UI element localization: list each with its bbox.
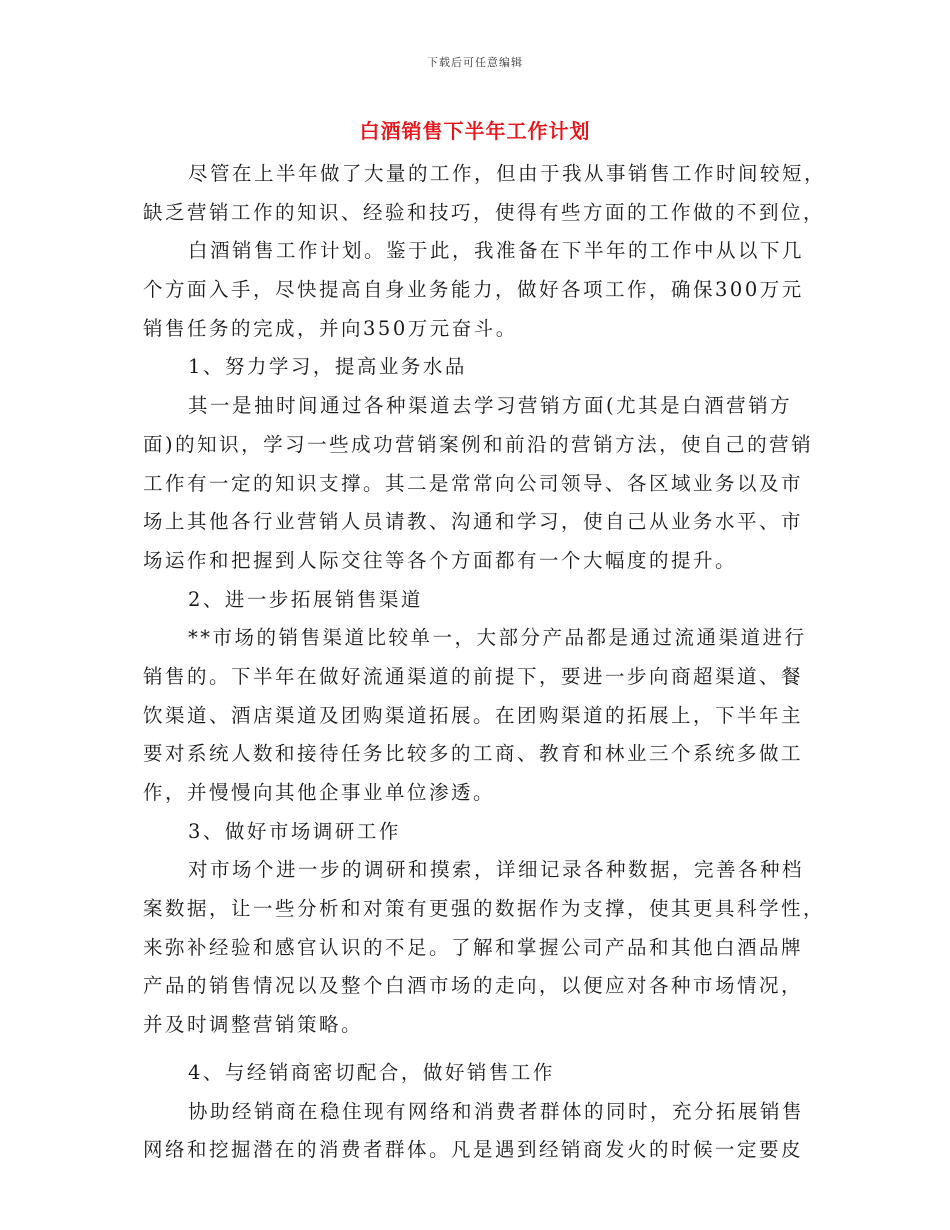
text-line: 销售任务的完成，并向350万元奋斗。 [143, 316, 518, 340]
text-line: 网络和挖掘潜在的消费者群体。凡是遇到经销商发火的时候一定要皮 [143, 1138, 804, 1162]
text-line: 场上其他各行业营销人员请教、沟通和学习，使自己从业务水平、市 [143, 510, 804, 534]
text-line: 1、努力学习，提高业务水品 [188, 355, 467, 379]
document-body [143, 155, 827, 1170]
text-line: 销售的。下半年在做好流通渠道的前提下，要进一步向商超渠道、餐 [143, 664, 804, 688]
text-line: 4、与经销商密切配合，做好销售工作 [188, 1060, 555, 1084]
text-line: 面)的知识，学习一些成功营销案例和前沿的营销方法，使自己的营销 [143, 432, 814, 456]
text-line: 要对系统人数和接待任务比较多的工商、教育和林业三个系统多做工 [143, 742, 804, 766]
text-line: 来弥补经验和感官认识的不足。了解和掌握公司产品和其他白酒品牌 [143, 935, 804, 959]
text-line: 协助经销商在稳住现有网络和消费者群体的同时，充分拓展销售 [188, 1099, 805, 1123]
text-line: 对市场个进一步的调研和摸索，详细记录各种数据，完善各种档 [188, 858, 805, 882]
page-header: 下载后可任意编辑 [427, 56, 523, 69]
text-line: 作，并慢慢向其他企事业单位渗透。 [143, 781, 496, 804]
text-line: 产品的销售情况以及整个白酒市场的走向，以便应对各种市场情况， [143, 974, 804, 998]
text-line: 场运作和把握到人际交往等各个方面都有一个大幅度的提升。 [143, 548, 738, 572]
text-line: 白酒销售工作计划。鉴于此，我准备在下半年的工作中从以下几 [188, 239, 805, 263]
text-line: **市场的销售渠道比较单一，大部分产品都是通过流通渠道进行 [188, 626, 807, 650]
text-line: 个方面入手，尽快提高自身业务能力，做好各项工作，确保300万元 [143, 278, 804, 302]
text-line: 其一是抽时间通过各种渠道去学习营销方面(尤其是白酒营销方 [188, 394, 793, 418]
text-line: 缺乏营销工作的知识、经验和技巧，使得有些方面的工作做的不到位， [143, 200, 826, 224]
text-line: 工作有一定的知识支撑。其二是常常向公司领导、各区域业务以及市 [143, 471, 804, 495]
text-line: 饮渠道、酒店渠道及团购渠道拓展。在团购渠道的拓展上，下半年主 [143, 703, 804, 727]
document-title: 白酒销售下半年工作计划 [359, 119, 591, 143]
text-line: 尽管在上半年做了大量的工作，但由于我从事销售工作时间较短， [188, 162, 827, 185]
text-line: 3、做好市场调研工作 [188, 819, 401, 843]
text-line: 并及时调整营销策略。 [143, 1013, 364, 1037]
text-line: 案数据，让一些分析和对策有更强的数据作为支撑，使其更具科学性， [143, 897, 826, 921]
text-line: 2、进一步拓展销售渠道 [188, 587, 423, 611]
